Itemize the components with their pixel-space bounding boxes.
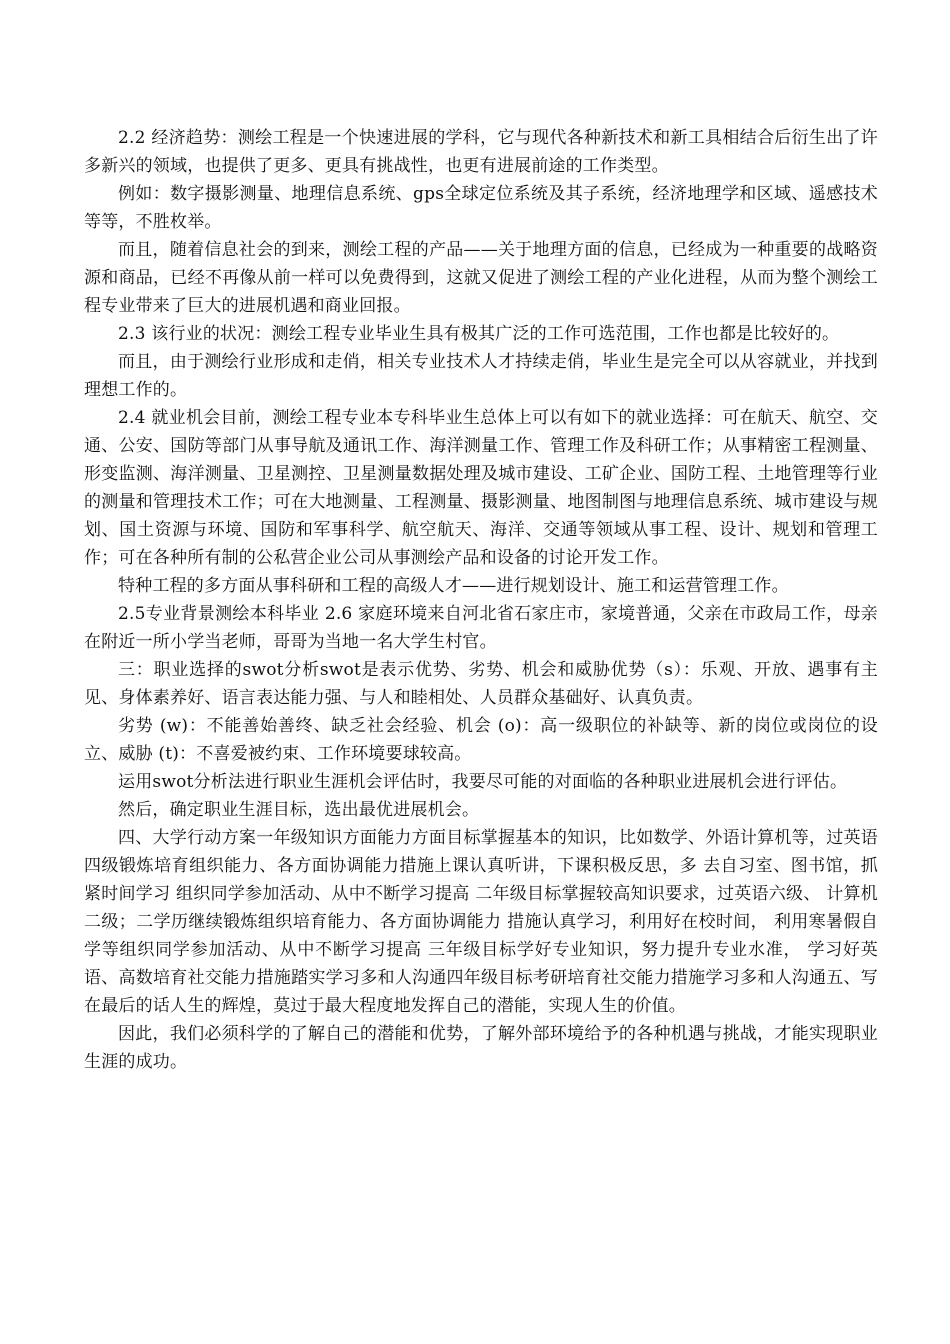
document-body — [84, 124, 878, 1076]
paragraph-action-plan: 四、大学行动方案一年级知识方面能力方面目标掌握基本的知识，比如数学、外语计算机等，过英语四级锻炼培育组织能力、各方面协调能力措施上课认真听讲，下课积极反思，多 去自习室、图书馆，抓紧时间学习 组织同学参加活动、从中不断学习提高 二年级目标掌握较高知识要求，过英语六级、 计算机二级；二学历继续锻炼组织培育能力、各方面协调能力 措施认真学习，利用好在校时间， 利用寒暑假自学等组织同学参加活动、从中不断学习提高 三年级目标学好专业知识，努力提升专业水准， 学习好英语、高数培育社交能力措施踏实学习多和人沟通四年级目标考研培育社交能力措施学习多和人沟通五、写在最后的话人生的辉煌，莫过于最大程度地发挥自己的潜能，实现人生的价值。 — [84, 828, 878, 1016]
paragraph-industry-status: 2.3 该行业的状况：测绘工程专业毕业生具有极其广泛的工作可选范围，工作也都是比较好的。 — [118, 324, 840, 344]
paragraph-special-engineering: 特种工程的多方面从事科研和工程的高级人才——进行规划设计、施工和运营管理工作。 — [118, 576, 789, 596]
paragraph-career-goal: 然后，确定职业生涯目标，选出最优进展机会。 — [118, 800, 480, 820]
paragraph-economic-trend: 2.2 经济趋势：测绘工程是一个快速进展的学科，它与现代各种新技术和新工具相结合后衍生出了许多新兴的领域，也提供了更多、更具有挑战性，也更有进展前途的工作类型。 — [84, 128, 878, 176]
paragraph-graduate-demand: 而且，由于测绘行业形成和走俏，相关专业技术人才持续走俏，毕业生是完全可以从容就业，并找到理想工作的。 — [84, 352, 878, 400]
paragraph-swot-strengths: 三：职业选择的swot分析swot是表示优势、劣势、机会和威胁优势（s）：乐观、开放、遇事有主见、身体素养好、语言表达能力强、与人和睦相处、人员群众基础好、认真负责。 — [84, 660, 878, 708]
paragraph-employment-opportunities: 2.4 就业机会目前，测绘工程专业本专科毕业生总体上可以有如下的就业选择：可在航天、航空、交通、公安、国防等部门从事导航及通讯工作、海洋测量工作、管理工作及科研工作；从事精密工程测量、形变监测、海洋测量、卫星测控、卫星测量数据处理及城市建设、工矿企业、国防工程、土地管理等行业的测量和管理技术工作；可在大地测量、工程测量、摄影测量、地图制图与地理信息系统、城市建设与规划、国土资源与环境、国防和军事科学、航空航天、海洋、交通等领域从事工程、设计、规划和管理工作；可在各种所有制的公私营企业公司从事测绘产品和设备的讨论开发工作。 — [84, 408, 878, 568]
paragraph-examples: 例如：数字摄影测量、地理信息系统、gps全球定位系统及其子系统，经济地理学和区域、遥感技术等等，不胜枚举。 — [84, 184, 878, 232]
paragraph-swot-evaluation: 运用swot分析法进行职业生涯机会评估时，我要尽可能的对面临的各种职业进展机会进行评估。 — [118, 772, 848, 792]
paragraph-swot-weaknesses: 劣势 (w)：不能善始善终、缺乏社会经验、机会 (o)：高一级职位的补缺等、新的岗位或岗位的设立、威胁 (t)：不喜爱被约束、工作环境要球较高。 — [84, 716, 878, 764]
paragraph-information-society: 而且，随着信息社会的到来，测绘工程的产品——关于地理方面的信息，已经成为一种重要的战略资源和商品，已经不再像从前一样可以免费得到，这就又促进了测绘工程的产业化进程，从而为整个测绘工程专业带来了巨大的进展机遇和商业回报。 — [84, 240, 878, 316]
paragraph-conclusion: 因此，我们必须科学的了解自己的潜能和优势，了解外部环境给予的各种机遇与挑战，才能实现职业生涯的成功。 — [84, 1024, 878, 1072]
paragraph-background-family: 2.5专业背景测绘本科毕业 2.6 家庭环境来自河北省石家庄市，家境普通，父亲在市政局工作，母亲在附近一所小学当老师，哥哥为当地一名大学生村官。 — [84, 604, 878, 652]
